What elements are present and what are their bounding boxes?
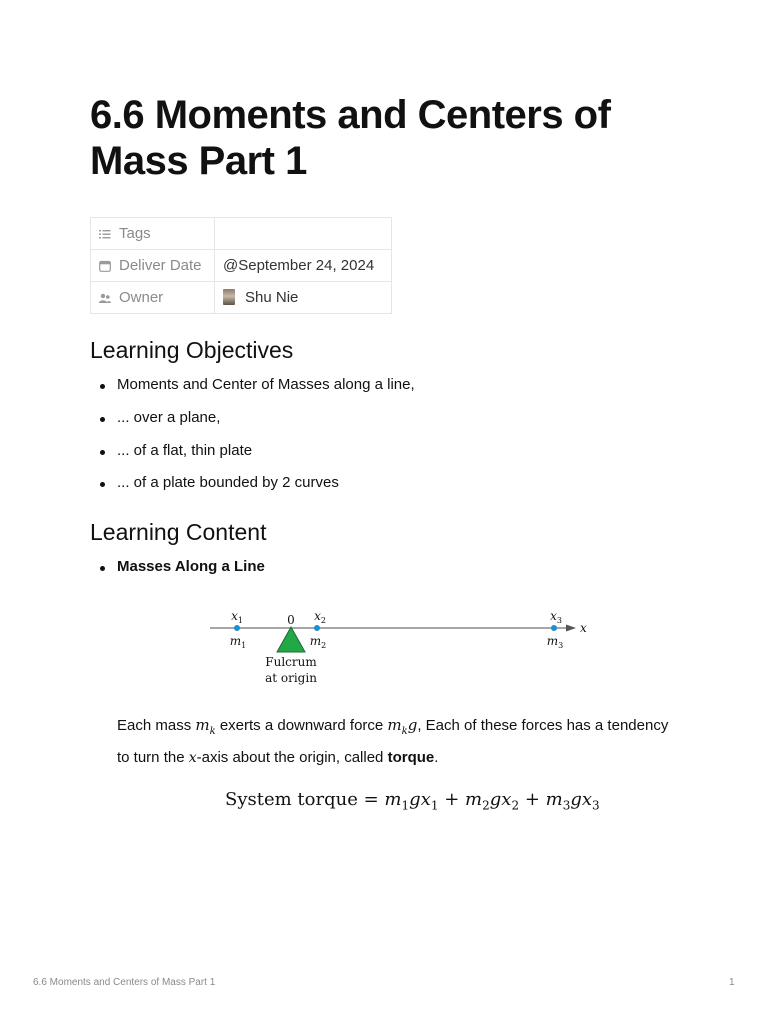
owner-name: Shu Nie <box>245 289 299 306</box>
mass-label: $m_1$ <box>229 634 247 650</box>
list-item: ... of a flat, thin plate <box>90 442 690 474</box>
mass-point <box>314 625 320 631</box>
property-value[interactable] <box>215 218 392 250</box>
torque-paragraph: Each mass $m_k$ exerts a downward force $m_kg$, Each of these forces has a tendency to turn the x-axis about the origin, called torque. <box>117 716 669 766</box>
property-key-label: Tags <box>119 225 151 242</box>
section-heading-content: Learning Content <box>90 519 267 545</box>
property-key-label: Owner <box>119 289 164 306</box>
property-row-tags[interactable] <box>91 218 392 250</box>
axis-arrowhead <box>566 625 576 632</box>
list-item: Masses Along a Line <box>90 558 690 575</box>
origin-label: 0 <box>287 613 295 627</box>
property-key <box>91 250 215 282</box>
properties-table <box>90 217 392 314</box>
people-icon <box>99 292 111 304</box>
position-label: $x_1$ <box>231 609 243 625</box>
list-item: ... over a plane, <box>90 409 690 442</box>
math-mkg: $m_kg$ <box>387 716 418 737</box>
property-row-deliver-date[interactable] <box>91 250 392 282</box>
property-key-label: Deliver Date <box>119 257 202 274</box>
position-label: $x_2$ <box>314 609 326 625</box>
section-heading-objectives: Learning Objectives <box>90 337 294 363</box>
page-title: 6.6 Moments and Centers of Mass Part 1 <box>90 93 611 183</box>
content-list <box>90 558 690 575</box>
property-value[interactable]: @September 24, 2024 <box>215 250 392 282</box>
math-mk: $m_k$ <box>195 716 216 737</box>
objectives-list <box>90 376 690 506</box>
property-row-owner[interactable] <box>91 282 392 314</box>
mass-point <box>551 625 557 631</box>
property-value[interactable] <box>215 282 392 314</box>
property-key <box>91 218 215 250</box>
list-item: Moments and Center of Masses along a line, <box>90 376 690 409</box>
page-number: 1 <box>729 977 735 988</box>
footer-title: 6.6 Moments and Centers of Mass Part 1 <box>33 977 216 988</box>
masses-line-figure <box>200 603 600 693</box>
axis-label: x <box>580 621 587 635</box>
calendar-icon <box>99 260 111 272</box>
list-icon <box>99 228 111 240</box>
mass-point <box>234 625 240 631</box>
avatar <box>223 289 235 305</box>
fulcrum-label: at origin <box>265 671 317 685</box>
fulcrum-triangle <box>277 627 305 652</box>
fulcrum-label: Fulcrum <box>265 655 317 669</box>
torque-equation: System torque = $m_1gx_1 + m_2gx_2 + m_3gx_3$ <box>225 789 600 813</box>
mass-label: $m_2$ <box>309 634 327 650</box>
list-item: ... of a plate bounded by 2 curves <box>90 474 690 506</box>
property-key <box>91 282 215 314</box>
mass-label: $m_3$ <box>546 634 564 650</box>
position-label: $x_3$ <box>550 609 562 625</box>
